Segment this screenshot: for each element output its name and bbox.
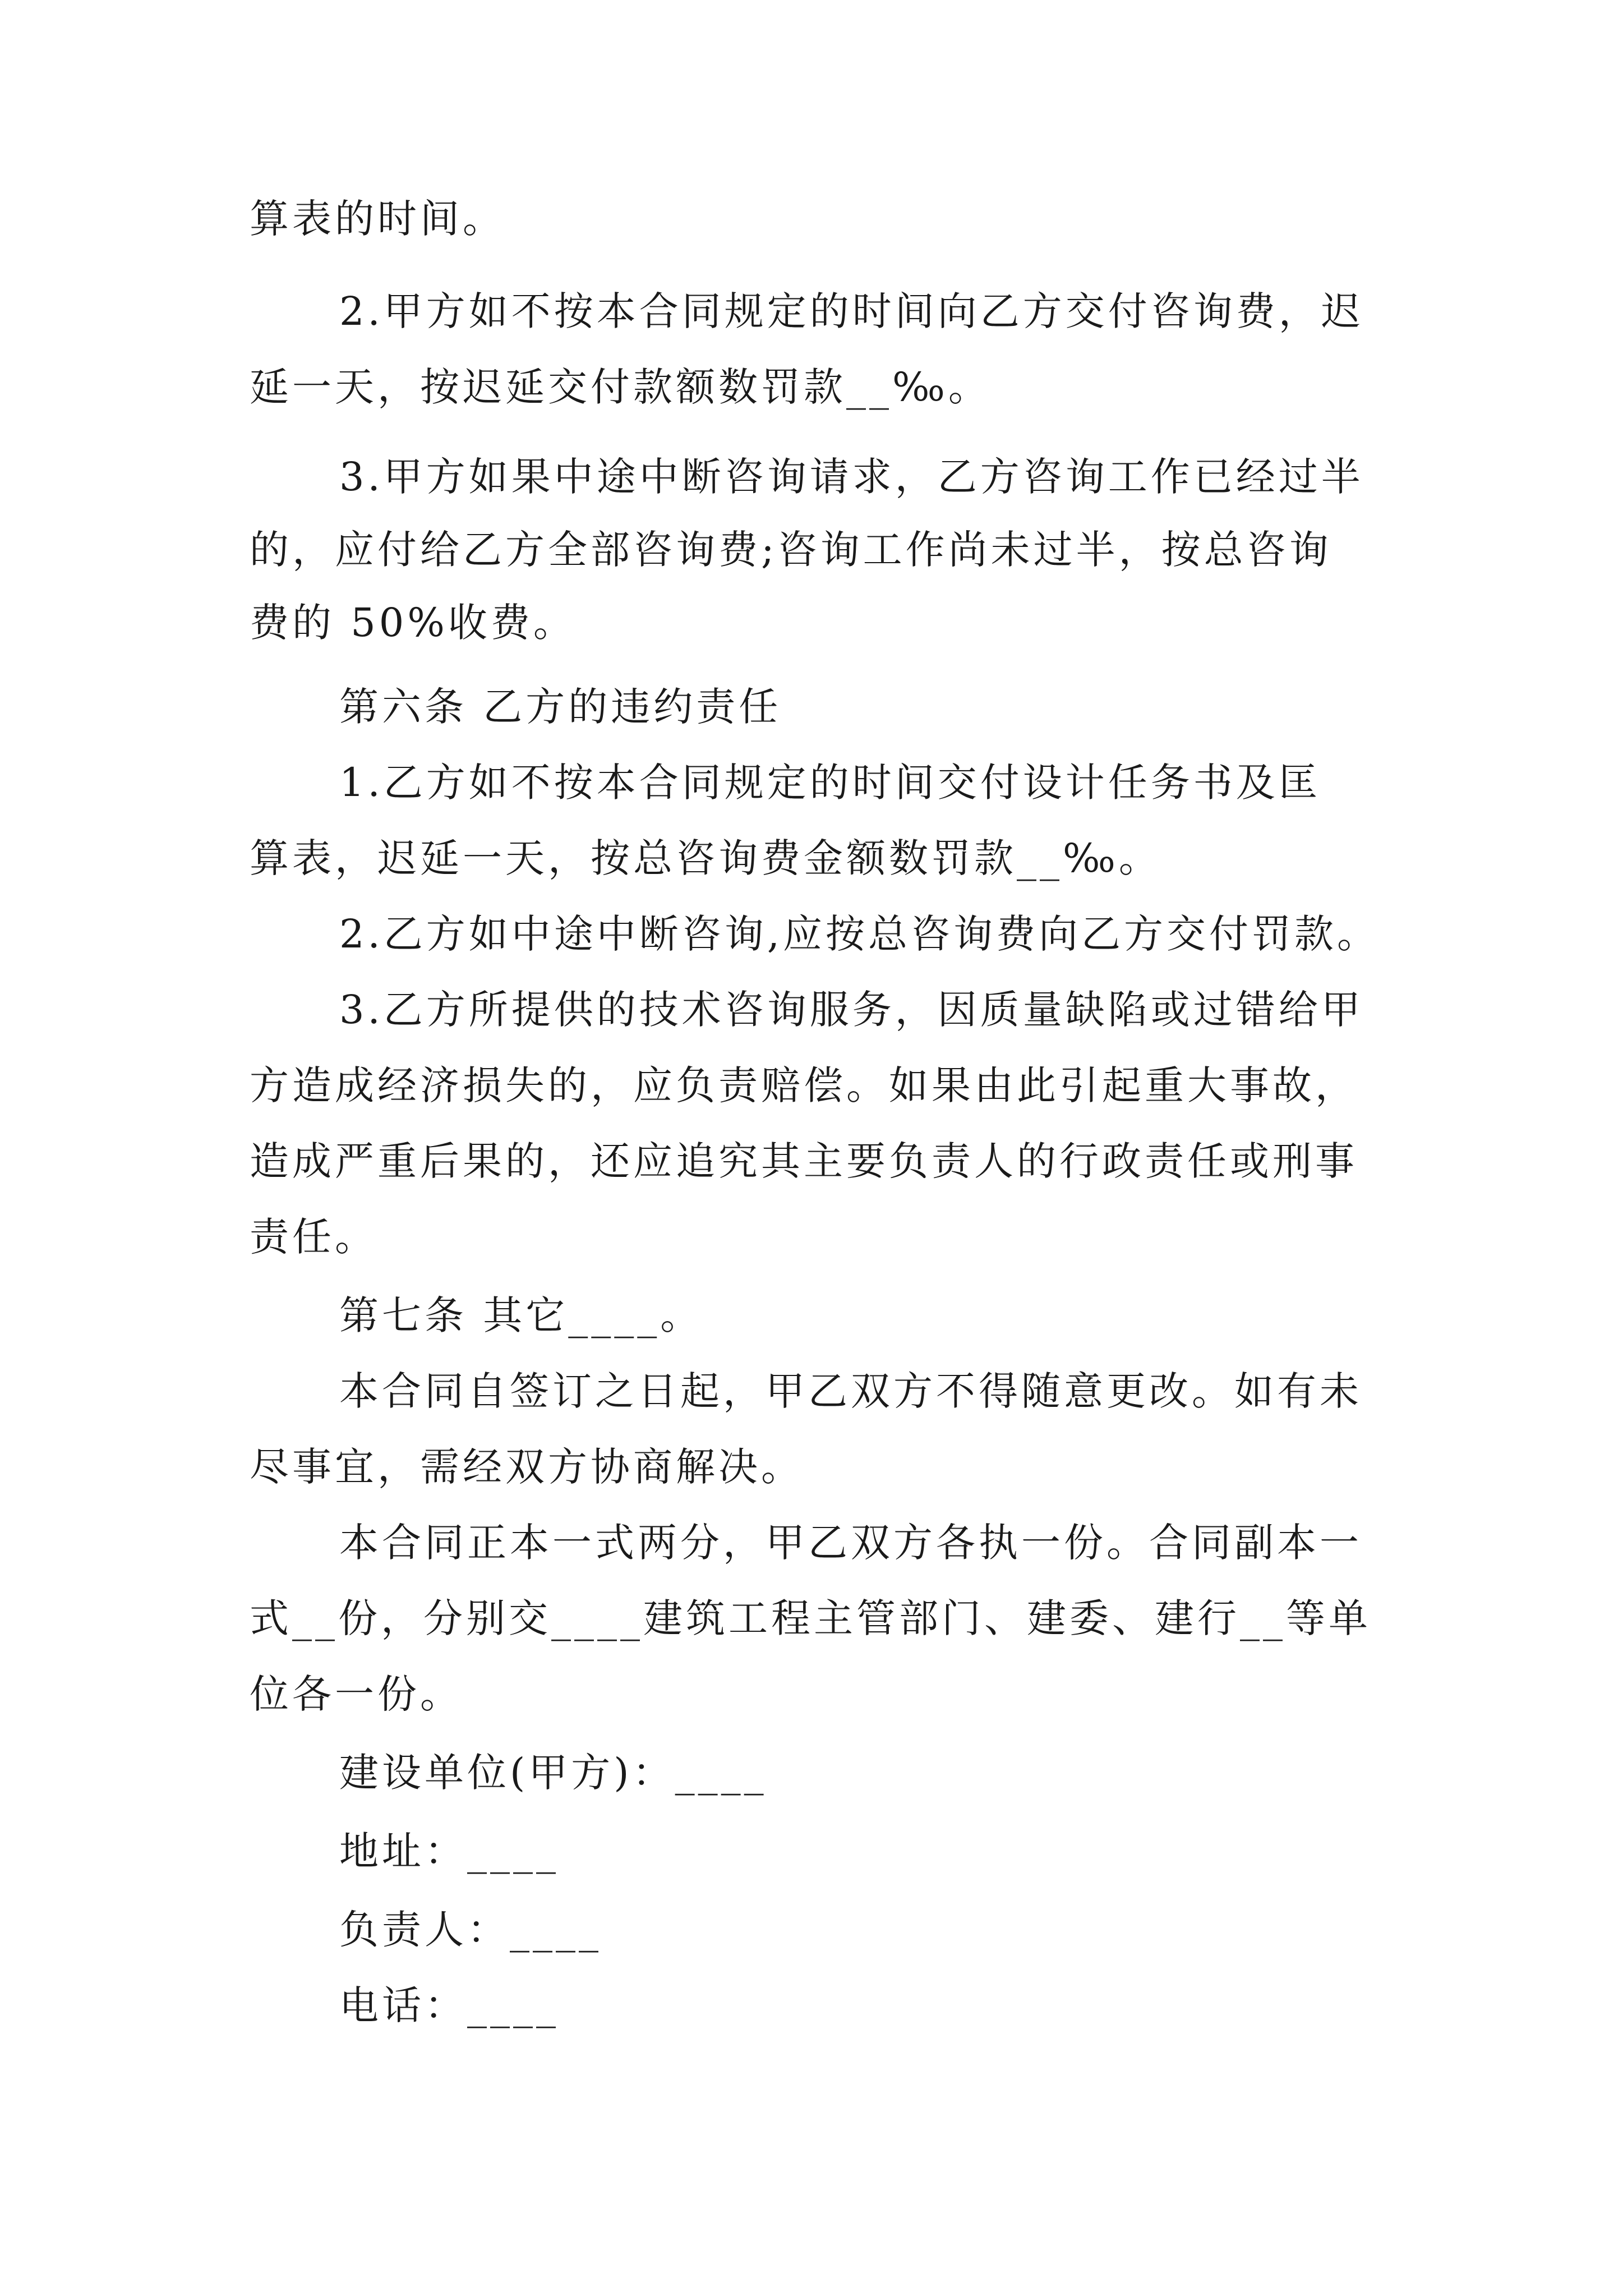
text-line: 造成严重后果的，还应追究其主要负责人的行政责任或刑事 [250, 1138, 1358, 1184]
text-line: 2.乙方如中途中断咨询,应按总咨询费向乙方交付罚款。 [339, 911, 1380, 957]
text-line: 延一天，按迟延交付款额数罚款__‰。 [250, 364, 991, 410]
text-line: 算表，迟延一天，按总咨询费金额数罚款__‰。 [250, 835, 1161, 881]
text-line: 本合同正本一式两分，甲乙双方各执一份。合同副本一 [339, 1520, 1362, 1566]
text-line: 算表的时间。 [250, 196, 505, 242]
text-line: 3.乙方所提供的技术咨询服务，因质量缺陷或过错给甲 [339, 987, 1364, 1033]
text-line: 2.甲方如不按本合同规定的时间向乙方交付咨询费，迟 [339, 288, 1364, 334]
signature-field-responsible: 负责人：____ [339, 1907, 602, 1953]
text-line: 位各一份。 [250, 1671, 463, 1717]
text-line: 本合同自签订之日起，甲乙双方不得随意更改。如有未 [339, 1368, 1362, 1414]
text-line: 的，应付给乙方全部咨询费;咨询工作尚未过半，按总咨询 [250, 527, 1332, 573]
signature-field-phone: 电话：____ [339, 1982, 559, 2028]
text-line: 1.乙方如不按本合同规定的时间交付设计任务书及匡 [339, 760, 1321, 806]
text-line: 式__份，分别交____建筑工程主管部门、建委、建行__等单 [250, 1595, 1371, 1641]
text-line: 费的 50%收费。 [250, 600, 576, 646]
text-line: 责任。 [250, 1214, 377, 1260]
signature-field-builder: 建设单位(甲方)：____ [339, 1750, 767, 1796]
signature-field-address: 地址：____ [339, 1828, 559, 1874]
section-heading: 第七条 其它____。 [339, 1292, 703, 1338]
text-line: 方造成经济损失的，应负责赔偿。如果由此引起重大事故， [250, 1062, 1358, 1108]
section-heading: 第六条 乙方的违约责任 [339, 684, 782, 730]
text-line: 尽事宜，需经双方协商解决。 [250, 1444, 804, 1490]
text-line: 3.甲方如果中途中断咨询请求，乙方咨询工作已经过半 [339, 454, 1364, 500]
